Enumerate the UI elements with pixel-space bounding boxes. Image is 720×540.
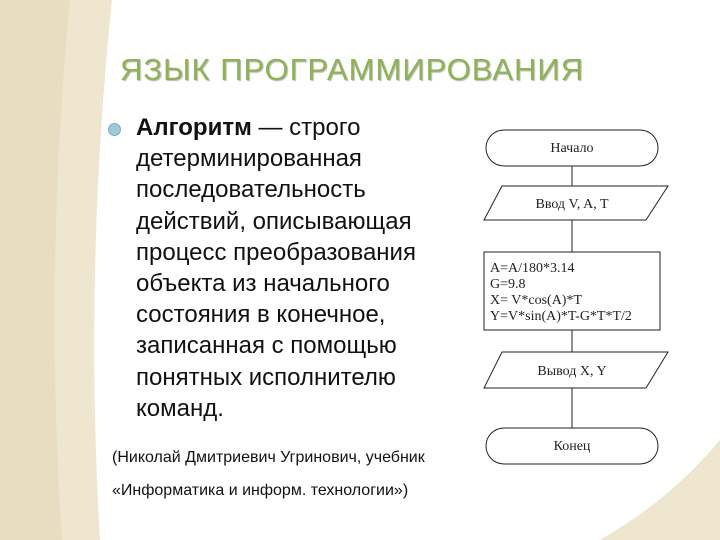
definition-line: процесс преобразования bbox=[136, 238, 416, 266]
definition-line: детерминированная bbox=[136, 145, 362, 173]
flow-process-line: X= V*cos(A)*T bbox=[490, 293, 583, 308]
definition-line bbox=[136, 112, 481, 143]
flow-output-label: Вывод X, Y bbox=[537, 364, 607, 379]
flowchart bbox=[480, 122, 710, 482]
citation-line: «Информатика и информ. технологии») bbox=[112, 482, 409, 499]
slide-title: ЯЗЫК ПРОГРАММИРОВАНИЯ bbox=[120, 52, 585, 87]
definition-line: команд. bbox=[136, 394, 224, 422]
definition-line-text: — строго bbox=[251, 114, 361, 141]
flow-start-label: Начало bbox=[550, 141, 594, 156]
definition-term: Алгоритм bbox=[136, 114, 252, 141]
citation bbox=[112, 441, 472, 507]
flow-end-label: Конец bbox=[553, 439, 591, 454]
citation-line: (Николай Дмитриевич Угринович, учебник bbox=[112, 449, 425, 466]
definition-line: объекта из начального bbox=[136, 270, 390, 298]
definition-text bbox=[136, 112, 481, 424]
definition-line: действий, описывающая bbox=[136, 207, 412, 235]
flow-process-line: A=A/180*3.14 bbox=[490, 261, 575, 276]
flow-process-line: Y=V*sin(A)*T-G*T*T/2 bbox=[490, 309, 632, 324]
flow-input-label: Ввод V, A, T bbox=[535, 197, 609, 212]
flow-process-line: G=9.8 bbox=[490, 277, 526, 292]
definition-line: понятных исполнителю bbox=[136, 363, 396, 391]
definition-line: последовательность bbox=[136, 176, 366, 204]
definition-line: состояния в конечное, bbox=[136, 301, 386, 329]
bullet-icon bbox=[108, 123, 121, 136]
definition-line: записанная с помощью bbox=[136, 332, 397, 360]
